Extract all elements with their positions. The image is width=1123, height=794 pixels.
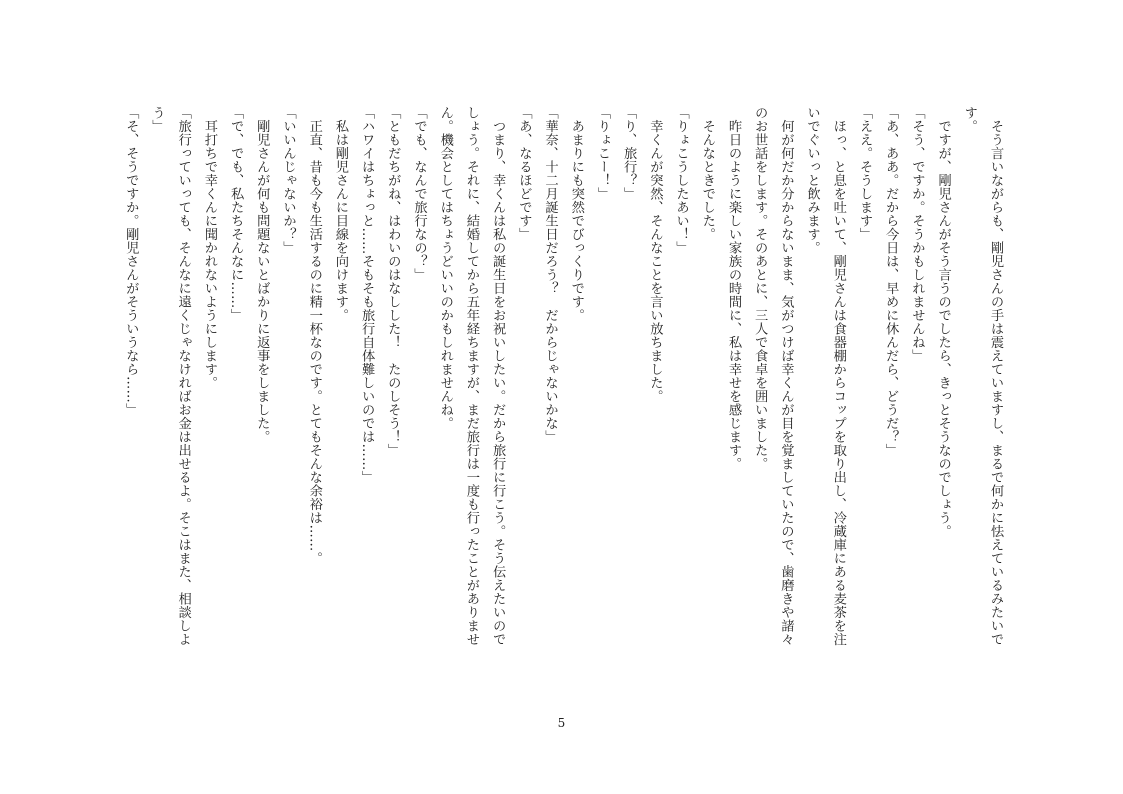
- text-line: ほっ、と息を吐いて、剛児さんは食器棚からコップを取り出し、冷蔵庫にある麦茶を注: [830, 106, 846, 646]
- text-line: ん。機会としてはちょうどいいのかもしれませんね。: [437, 106, 453, 430]
- text-line: 「いいんじゃないか？」: [280, 106, 296, 255]
- text-line: しょう。それに、結婚してから五年経ちますが、まだ旅行は一度も行ったことがありませ: [463, 106, 479, 646]
- text-line: そう言いながらも、剛児さんの手は震えていますし、まるで何かに怯えているみたいで: [988, 106, 1003, 646]
- text-line: す。: [961, 106, 977, 133]
- text-line: つまり、幸くんは私の誕生日をお祝いしたい。だから旅行に行こう。そう伝えたいので: [490, 106, 506, 646]
- body-text: [108, 106, 1008, 706]
- text-line: のお世話をします。そのあとに、三人で食卓を囲いました。: [752, 106, 768, 471]
- text-line: 何が何だか分からないまま、気がつけば幸くんが目を覚ましていたので、歯磨きや諸々: [778, 106, 794, 646]
- text-line: 「そう、ですか。そうかもしれませんね」: [909, 106, 925, 363]
- text-line: 耳打ちで幸くんに聞かれないようにします。: [201, 106, 217, 390]
- page-number: 5: [557, 716, 566, 730]
- text-line: 「華奈、十二月誕生日だろう？ だからじゃないかな」: [542, 106, 558, 444]
- text-line: 正直、昔も今も生活するのに精一杯なのです。とてもそんな余裕は……。: [306, 106, 322, 565]
- text-line: う」: [149, 106, 165, 133]
- text-line: 昨日のように楽しい家族の時間に、私は幸せを感じます。: [725, 106, 741, 471]
- text-line: 「あ、ああ。だから今日は、早めに休んだら、どうだ？」: [883, 106, 899, 457]
- text-line: いでぐいっと飲みます。: [804, 106, 820, 255]
- text-line: 剛児さんが何も問題ないとばかりに返事をしました。: [254, 106, 270, 444]
- text-line: 「そ、そうですか。剛児さんがそういうなら……」: [123, 106, 139, 417]
- text-line: ですが、剛児さんがそう言うのでしたら、きっとそうなのでしょう。: [935, 106, 951, 538]
- text-line: 「りょこうしたあい！」: [673, 106, 689, 255]
- text-line: あまりにも突然でびっくりです。: [568, 106, 584, 322]
- text-line: 「ハワイはちょっと……そもそも旅行自体難しいのでは……」: [359, 106, 375, 484]
- text-line: 私は剛児さんに目線を向けます。: [332, 106, 348, 322]
- text-line: そんなときでした。: [699, 106, 715, 241]
- text-line: 「りょこー！」: [594, 106, 610, 201]
- text-line: 「あ、なるほどです」: [516, 106, 532, 241]
- text-line: 「で、でも、私たちそんなに……」: [228, 106, 244, 322]
- text-line: 「り、旅行？」: [621, 106, 637, 201]
- text-line: 幸くんが突然、そんなことを言い放ちました。: [647, 106, 663, 403]
- text-line: 「ともだちがね、はわいのはなしした！ たのしそう！」: [385, 106, 401, 457]
- text-line: 「でも、なんで旅行なの？」: [411, 106, 427, 282]
- text-line: 「旅行っていっても、そんなに遠くじゃなければお金は出せるよ。そこはまた、相談しよ: [175, 106, 191, 646]
- text-line: 「ええ。そうします」: [856, 106, 872, 241]
